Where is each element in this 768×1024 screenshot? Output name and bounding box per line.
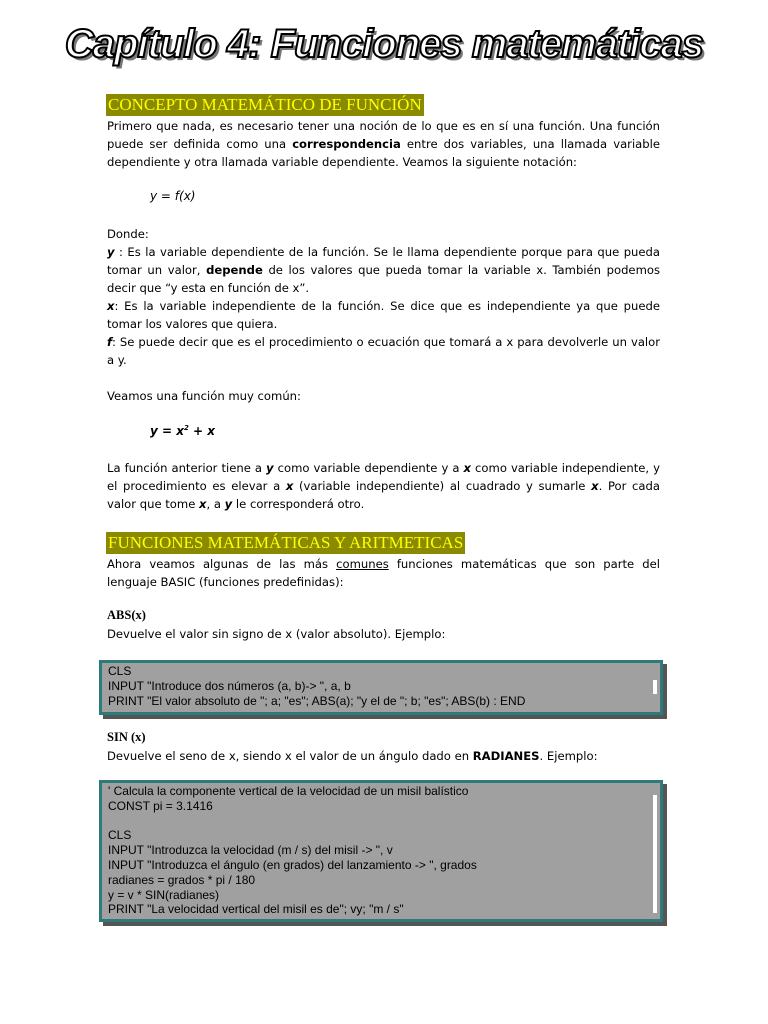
abs-function-name: ABS(x) bbox=[107, 608, 146, 622]
text-span: : Se puede decir que es el procedimiento o ecuación que tomará a x para devolverle un valor a y. bbox=[107, 335, 660, 368]
formula-example bbox=[150, 424, 215, 438]
x-definition bbox=[107, 297, 660, 333]
f-symbol: f bbox=[107, 335, 113, 349]
code-line: INPUT "Introduzca el ángulo (en grados) del lanzamiento -> ", grados bbox=[108, 857, 477, 872]
code-line: y = v * SIN(radianes) bbox=[108, 887, 220, 902]
y-symbol: y bbox=[224, 497, 233, 512]
donde-label: Donde: bbox=[107, 227, 149, 241]
text-span: como variable dependiente y a bbox=[273, 461, 464, 475]
code-line: INPUT "Introduce dos números (a, b)-> ", a, b bbox=[108, 678, 351, 693]
text-span: (variable independiente) al cuadrado y sumarle bbox=[293, 479, 592, 494]
x-symbol: x bbox=[107, 299, 115, 313]
bold-term: RADIANES bbox=[472, 749, 540, 763]
formula-part: + x bbox=[188, 424, 216, 438]
x-symbol: x bbox=[591, 479, 599, 494]
bold-term: correspondencia bbox=[292, 137, 401, 152]
code-line: radianes = grados * pi / 180 bbox=[108, 872, 256, 887]
formula-notation: y = f(x) bbox=[150, 189, 196, 203]
section-heading-concepto: CONCEPTO MATEMÁTICO DE FUNCIÓN bbox=[108, 95, 422, 114]
formula-part: y = x bbox=[150, 424, 184, 438]
x-symbol: x bbox=[199, 497, 207, 512]
intro-paragraph bbox=[107, 117, 660, 172]
code-line: PRINT "La velocidad vertical del misil es de"; vy; "m / s" bbox=[108, 902, 404, 917]
y-symbol: y bbox=[266, 461, 274, 475]
y-symbol: y bbox=[107, 245, 115, 259]
text-span: : Es la variable independiente de la función. Se dice que es independiente ya que puede tomar los valores que quiera. bbox=[107, 299, 660, 332]
text-span: , a bbox=[206, 497, 225, 512]
sin-code-block bbox=[99, 780, 663, 922]
abs-code-block bbox=[99, 660, 663, 715]
underlined-term: comunes bbox=[336, 557, 389, 571]
code-line: ' Calcula la componente vertical de la velocidad de un misil balístico bbox=[108, 784, 469, 798]
x-symbol: x bbox=[285, 479, 294, 494]
text-span: : Es la variable dependiente de la función. Se le llama dependiente porque para que pueda tomar un valor, bbox=[107, 245, 660, 278]
text-span: de los valores que pueda tomar la variable x. También podemos decir que “y esta en función de x”. bbox=[107, 263, 660, 296]
sin-description bbox=[107, 747, 660, 765]
code-line: CLS bbox=[108, 664, 132, 678]
text-span: La función anterior tiene a bbox=[107, 461, 267, 475]
abs-description: Devuelve el valor sin signo de x (valor absoluto). Ejemplo: bbox=[107, 627, 446, 641]
chapter-title: Capítulo 4: Funciones matemáticas bbox=[64, 22, 704, 66]
bold-term: depende bbox=[206, 263, 263, 278]
scrollbar-thumb[interactable] bbox=[653, 795, 657, 913]
text-span: funciones matemáticas que son parte del lenguaje BASIC (funciones predefinidas): bbox=[107, 557, 660, 590]
explanation-paragraph bbox=[107, 459, 660, 514]
text-span: entre dos variables, una llamada variable dependiente y otra llamada variable dependiente. Veamos la siguiente notación: bbox=[107, 137, 660, 170]
f-definition bbox=[107, 333, 660, 369]
text-span: Primero que nada, es necesario tener una noción de lo que es en sí una función. Una función puede ser definida como una bbox=[107, 119, 660, 152]
formula-exponent: 2 bbox=[183, 424, 189, 432]
scrollbar-thumb[interactable] bbox=[653, 680, 657, 694]
sin-function-name: SIN (x) bbox=[107, 730, 146, 744]
code-line bbox=[108, 814, 654, 829]
code-line: PRINT "El valor absoluto de "; a; "es"; ABS(a); "y el de "; b; "es"; ABS(b) : END bbox=[108, 693, 526, 708]
veamos-text: Veamos una función muy común: bbox=[107, 389, 301, 403]
code-line: CONST pi = 3.1416 bbox=[108, 798, 213, 813]
text-span: Ahora veamos algunas de las más bbox=[107, 557, 337, 571]
text-span: le corresponderá otro. bbox=[232, 497, 365, 512]
section-heading-funciones: FUNCIONES MATEMÁTICAS Y ARITMETICAS bbox=[108, 533, 464, 552]
x-symbol: x bbox=[463, 461, 472, 475]
text-span: Devuelve el seno de x, siendo x el valor de un ángulo dado en bbox=[107, 749, 473, 763]
y-definition bbox=[107, 243, 660, 298]
text-span: como variable independiente, y el procedimiento es elevar a bbox=[107, 461, 660, 494]
text-span: . Ejemplo: bbox=[539, 749, 598, 763]
code-line: INPUT "Introduzca la velocidad (m / s) del misil -> ", v bbox=[108, 843, 393, 858]
text-span: . Por cada valor que tome bbox=[107, 479, 660, 512]
code-line: CLS bbox=[108, 828, 132, 843]
functions-intro bbox=[107, 555, 660, 591]
